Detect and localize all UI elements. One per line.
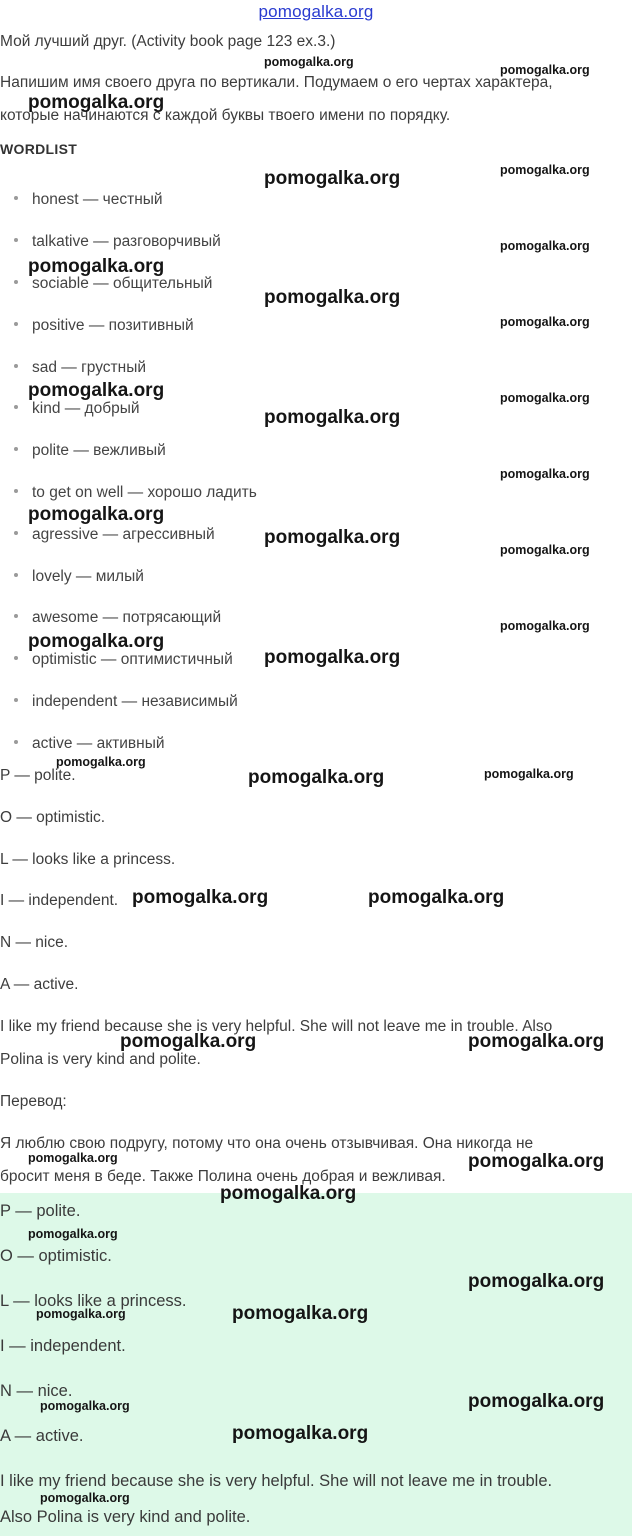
watermark: pomogalka.org (368, 887, 505, 908)
bullet-icon (14, 280, 18, 284)
watermark: pomogalka.org (28, 1151, 118, 1165)
watermark: pomogalka.org (468, 1391, 605, 1412)
watermark: pomogalka.org (28, 1227, 118, 1241)
bullet-icon (14, 573, 18, 577)
watermark: pomogalka.org (28, 256, 165, 277)
acrostic-line: L — looks like a princess. (0, 851, 176, 868)
wordlist-item-text: agressive — агрессивный (32, 526, 215, 543)
wordlist-item-text: lovely — милый (32, 568, 144, 585)
acrostic-line: A — active. (0, 976, 79, 993)
wordlist-item (14, 568, 144, 586)
watermark: pomogalka.org (500, 239, 590, 253)
wordlist-item-text: sad — грустный (32, 359, 146, 376)
watermark: pomogalka.org (500, 391, 590, 405)
wordlist-item-text: positive — позитивный (32, 317, 194, 334)
bullet-icon (14, 447, 18, 451)
wordlist-item (14, 233, 221, 251)
watermark: pomogalka.org (500, 63, 590, 77)
watermark: pomogalka.org (248, 767, 385, 788)
translation-line-2: бросит меня в беде. Также Полина очень добрая и вежливая. (0, 1168, 446, 1185)
watermark: pomogalka.org (40, 1491, 130, 1505)
watermark: pomogalka.org (264, 168, 401, 189)
watermark: pomogalka.org (468, 1271, 605, 1292)
wordlist-item (14, 526, 215, 544)
watermark: pomogalka.org (56, 755, 146, 769)
wordlist-item-text: to get on well — хорошо ладить (32, 484, 257, 501)
watermark: pomogalka.org (500, 163, 590, 177)
wordlist-item-text: polite — вежливый (32, 442, 166, 459)
wordlist-item (14, 693, 238, 711)
bullet-icon (14, 656, 18, 660)
watermark: pomogalka.org (28, 92, 165, 113)
wordlist-item-text: awesome — потрясающий (32, 609, 222, 626)
acrostic-line: I — independent. (0, 892, 119, 909)
watermark: pomogalka.org (264, 55, 354, 69)
watermark: pomogalka.org (28, 380, 165, 401)
answer-acrostic-line: P — polite. (0, 1202, 81, 1220)
essay-line-1: I like my friend because she is very helpful. She will not leave me in trouble. Also (0, 1018, 553, 1035)
bullet-icon (14, 364, 18, 368)
wordlist-item (14, 484, 257, 502)
watermark: pomogalka.org (232, 1423, 369, 1444)
watermark: pomogalka.org (484, 767, 574, 781)
answer-acrostic-line: O — optimistic. (0, 1247, 112, 1265)
translation-line-1: Я люблю свою подругу, потому что она очень отзывчивая. Она никогда не (0, 1135, 534, 1152)
watermark: pomogalka.org (28, 504, 165, 525)
acrostic-line: O — optimistic. (0, 809, 106, 826)
bullet-icon (14, 489, 18, 493)
wordlist-item-text: honest — честный (32, 191, 163, 208)
wordlist-item-text: kind — добрый (32, 400, 140, 417)
bullet-icon (14, 322, 18, 326)
wordlist-item (14, 400, 140, 418)
essay-line-2: Polina is very kind and polite. (0, 1051, 201, 1068)
wordlist-item (14, 609, 221, 627)
intro-text-line-1: Напишим имя своего друга по вертикали. Подумаем о его чертах характера, (0, 74, 553, 91)
watermark: pomogalka.org (500, 467, 590, 481)
wordlist-item (14, 442, 166, 460)
answer-essay-line-2: Also Polina is very kind and polite. (0, 1508, 251, 1526)
wordlist-item-text: talkative — разговорчивый (32, 233, 221, 250)
bullet-icon (14, 531, 18, 535)
wordlist-item-text: independent — независимый (32, 693, 238, 710)
wordlist-item (14, 317, 194, 335)
watermark: pomogalka.org (120, 1031, 257, 1052)
wordlist-item-text: active — активный (32, 735, 165, 752)
wordlist-item (14, 359, 146, 377)
watermark: pomogalka.org (40, 1399, 130, 1413)
acrostic-line: N — nice. (0, 934, 69, 951)
translation-label: Перевод: (0, 1093, 67, 1110)
watermark: pomogalka.org (220, 1183, 357, 1204)
watermark: pomogalka.org (500, 543, 590, 557)
watermark: pomogalka.org (132, 887, 269, 908)
watermark: pomogalka.org (264, 647, 401, 668)
acrostic-line: P — polite. (0, 767, 76, 784)
answer-acrostic-line: A — active. (0, 1427, 84, 1445)
watermark: pomogalka.org (500, 619, 590, 633)
wordlist-item-text: optimistic — оптимистичный (32, 651, 233, 668)
wordlist-item (14, 191, 163, 209)
intro-text-line-2: которые начинаются с каждой буквы твоего имени по порядку. (0, 107, 451, 124)
watermark: pomogalka.org (468, 1031, 605, 1052)
wordlist-item (14, 651, 233, 669)
bullet-icon (14, 614, 18, 618)
wordlist-item (14, 735, 165, 753)
watermark: pomogalka.org (264, 287, 401, 308)
answer-essay-line-1: I like my friend because she is very helpful. She will not leave me in trouble. (0, 1472, 553, 1490)
watermark: pomogalka.org (28, 631, 165, 652)
bullet-icon (14, 405, 18, 409)
watermark: pomogalka.org (232, 1303, 369, 1324)
wordlist-heading: WORDLIST (0, 141, 78, 157)
watermark: pomogalka.org (264, 407, 401, 428)
site-link[interactable]: pomogalka.org (258, 2, 374, 21)
answer-acrostic-line: N — nice. (0, 1382, 73, 1400)
bullet-icon (14, 740, 18, 744)
watermark: pomogalka.org (36, 1307, 126, 1321)
wordlist-item-text: sociable — общительный (32, 275, 213, 292)
answer-acrostic-line: L — looks like a princess. (0, 1292, 187, 1310)
bullet-icon (14, 238, 18, 242)
watermark: pomogalka.org (264, 527, 401, 548)
page-title: Мой лучший друг. (Activity book page 123 ex.3.) (0, 33, 336, 50)
bullet-icon (14, 698, 18, 702)
bullet-icon (14, 196, 18, 200)
answer-acrostic-line: I — independent. (0, 1337, 126, 1355)
watermark: pomogalka.org (500, 315, 590, 329)
watermark: pomogalka.org (468, 1151, 605, 1172)
